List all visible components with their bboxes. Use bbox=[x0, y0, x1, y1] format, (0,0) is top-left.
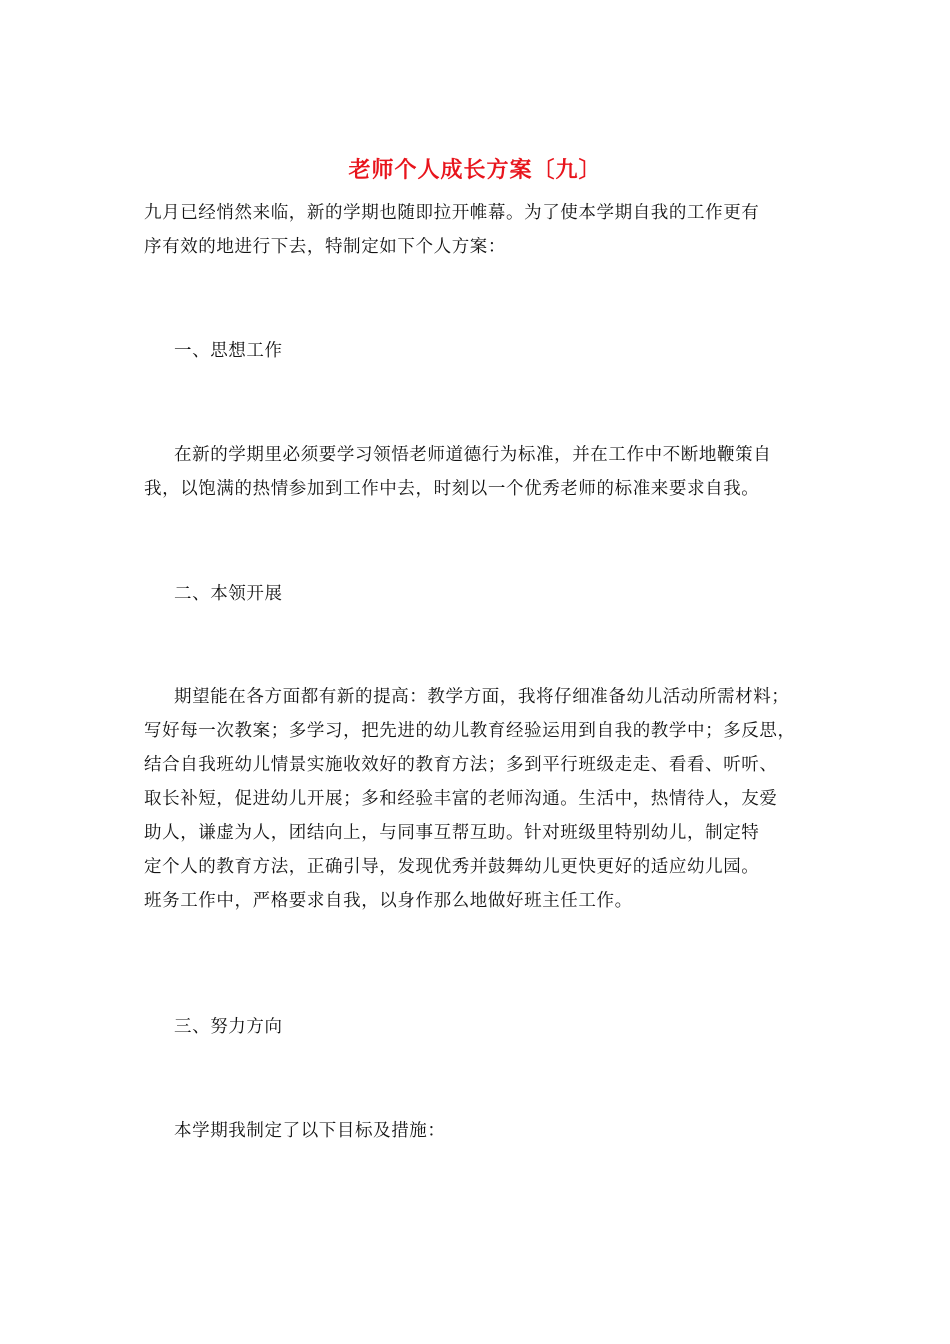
paragraph-line: 在新的学期里必须要学习领悟老师道德行为标准，并在工作中不断地鞭策自 bbox=[174, 445, 772, 465]
paragraph-line: 定个人的教育方法，正确引导，发现优秀并鼓舞幼儿更快更好的适应幼儿园。 bbox=[144, 857, 760, 877]
section-3-paragraph bbox=[144, 1114, 814, 1148]
paragraph-line: 助人，谦虚为人，团结向上，与同事互帮互助。针对班级里特别幼儿，制定特 bbox=[144, 823, 760, 843]
paragraph-line: 序有效的地进行下去，特制定如下个人方案： bbox=[144, 237, 506, 257]
intro-paragraph bbox=[144, 196, 814, 264]
section-1-paragraph bbox=[144, 438, 814, 506]
section-heading-1: 一、思想工作 bbox=[174, 341, 283, 361]
paragraph-line: 班务工作中，严格要求自我，以身作那么地做好班主任工作。 bbox=[144, 891, 633, 911]
section-2-paragraph bbox=[144, 680, 814, 918]
section-heading-3: 三、努力方向 bbox=[174, 1017, 283, 1037]
paragraph-line: 期望能在各方面都有新的提高：教学方面，我将仔细准备幼儿活动所需材料； bbox=[174, 687, 790, 707]
paragraph-line: 写好每一次教案；多学习，把先进的幼儿教育经验运用到自我的教学中；多反思， bbox=[144, 721, 796, 741]
paragraph-line: 结合自我班幼儿情景实施收效好的教育方法；多到平行班级走走、看看、听听、 bbox=[144, 755, 778, 775]
paragraph-line: 本学期我制定了以下目标及措施： bbox=[174, 1121, 446, 1141]
document-title: 老师个人成长方案〔九〕 bbox=[348, 157, 602, 183]
paragraph-line: 我，以饱满的热情参加到工作中去，时刻以一个优秀老师的标准来要求自我。 bbox=[144, 479, 760, 499]
paragraph-line: 九月已经悄然来临，新的学期也随即拉开帷幕。为了使本学期自我的工作更有 bbox=[144, 203, 760, 223]
section-heading-2: 二、本领开展 bbox=[174, 584, 283, 604]
paragraph-line: 取长补短，促进幼儿开展；多和经验丰富的老师沟通。生活中，热情待人，友爱 bbox=[144, 789, 778, 809]
